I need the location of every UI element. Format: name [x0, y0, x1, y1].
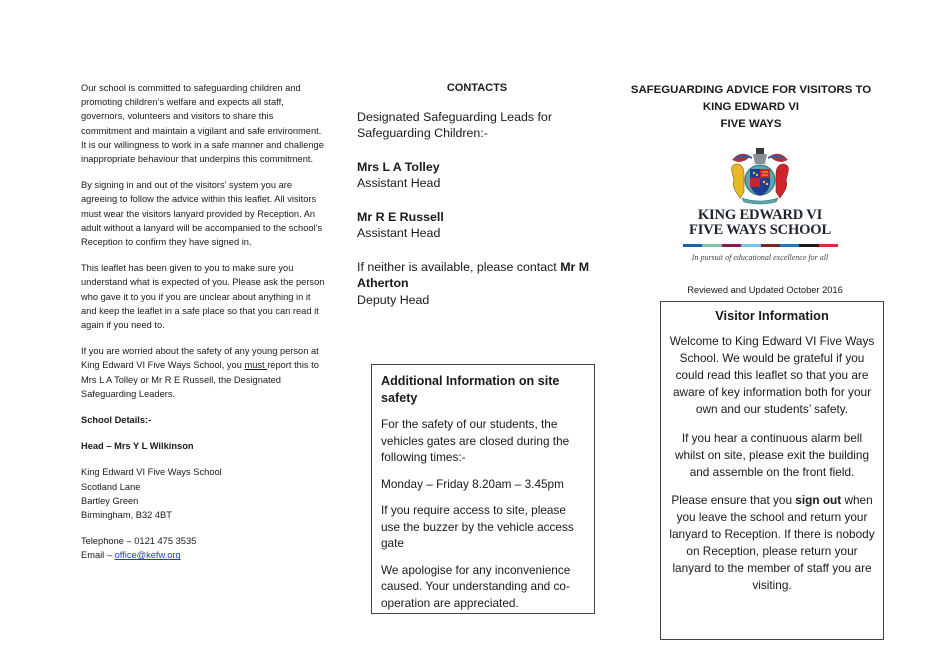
contact-role: Assistant Head — [357, 176, 441, 190]
alarm-paragraph: If you hear a continuous alarm bell whilst on site, please exit the building and assemble on the front field. — [674, 430, 870, 479]
contact-entry — [357, 159, 597, 192]
sign-out-paragraph — [669, 492, 875, 595]
telephone: Telephone – 0121 475 3535 — [81, 536, 197, 547]
contact-role: Assistant Head — [357, 226, 441, 240]
site-safety-paragraph: We apologise for any inconvenience caused. Your understanding and co-operation are appreciated. — [381, 562, 571, 610]
color-stripe-segment — [702, 244, 721, 247]
school-name-line: FIVE WAYS SCHOOL — [689, 222, 831, 238]
sign-out-text-end: when you leave the school and return your lanyard to Reception. If there is nobody on Reception, please return your lanyard to the member of staff you are visiting. — [669, 492, 875, 593]
email-line — [81, 548, 326, 562]
site-safety-paragraph: For the safety of our students, the vehicles gates are closed during the following times:- — [381, 417, 570, 464]
leaflet-title — [625, 82, 877, 132]
address-line: Scotland Lane — [81, 481, 141, 492]
head-teacher: Head – Mrs Y L Wilkinson — [81, 441, 194, 452]
color-stripe-segment — [780, 244, 799, 247]
school-crest-icon — [726, 146, 794, 206]
address-line: Bartley Green — [81, 495, 139, 506]
visitor-information-box — [660, 301, 884, 640]
color-stripe-segment — [761, 244, 780, 247]
contacts-intro: Designated Safeguarding Leads for Safeguarding Children:- — [357, 109, 552, 140]
title-line: FIVE WAYS — [720, 117, 782, 130]
school-motto: In pursuit of educational excellence for all — [691, 253, 829, 262]
sign-out-emphasis: sign out — [795, 492, 842, 507]
school-name-line: KING EDWARD VI — [697, 207, 823, 223]
email-label: Email – — [81, 550, 115, 561]
signing-paragraph: By signing in and out of the visitors’ system you are agreeing to follow the advice within this leaflet. All visitors must wear the visitors lanyard provided by Reception. An adult without a lanyard will be accompanied to the school’s Reception to confirm they have signed in. — [81, 180, 323, 248]
left-panel — [81, 81, 326, 563]
fallback-role: Deputy Head — [357, 292, 430, 307]
review-date: Reviewed and Updated October 2016 — [687, 285, 843, 295]
address-line: King Edward VI Five Ways School — [81, 467, 222, 478]
site-safety-title: Additional Information on site safety — [381, 374, 560, 405]
leaflet-paragraph: This leaflet has been given to you to make sure you understand what is expected of you. Please ask the person who gave it to you if you are unclear about anything in it and keep the leaflet in a safe place so that you can read it again if you need to. — [81, 263, 325, 331]
contact-entry — [357, 209, 597, 242]
contact-name: Mr R E Russell — [357, 209, 444, 224]
address-line: Birmingham, B32 4BT — [81, 510, 172, 521]
color-stripe-segment — [741, 244, 760, 247]
color-stripe-bar — [683, 244, 838, 247]
school-name-logo — [672, 208, 848, 238]
color-stripe-segment — [722, 244, 741, 247]
school-details-heading: School Details:- — [81, 415, 152, 426]
fallback-contact — [357, 259, 597, 309]
fallback-text: If neither is available, please contact — [357, 259, 561, 274]
color-stripe-segment — [799, 244, 818, 247]
intro-paragraph: Our school is committed to safeguarding children and promoting children’s welfare and expects all staff, governors, volunteers and visitors to share this commitment and maintain a vigilant and safe environment. It is our willingness to work in a safe manner and challenge inappropriate behaviour that underpins this commitment. — [81, 83, 324, 165]
email-link[interactable]: office@kefw.org — [114, 550, 181, 561]
contacts-heading: CONTACTS — [446, 82, 508, 94]
site-safety-paragraph: If you require access to site, please use the buzzer by the vehicle access gate — [381, 503, 574, 550]
site-safety-box — [371, 364, 595, 614]
contacts-panel — [357, 80, 597, 308]
fallback-name: Mr M Atherton — [357, 259, 590, 290]
title-line: KING EDWARD VI — [702, 100, 800, 113]
contact-name: Mrs L A Tolley — [357, 159, 440, 174]
gate-closure-times: Monday – Friday 8.20am – 3.45pm — [381, 476, 564, 491]
worried-text-start: If you are worried about the safety of any young person at King Edward VI Five Ways School, you — [81, 346, 319, 371]
visitor-information-title: Visitor Information — [715, 308, 829, 323]
welcome-paragraph: Welcome to King Edward VI Five Ways School. We would be grateful if you could read this leaflet so that you are aware of key information both for your own and our students’ safety. — [669, 334, 875, 417]
sign-out-text-start: Please ensure that you — [671, 492, 796, 507]
worried-text-end: report this to Mrs L A Tolley or Mr R E Russell, the Designated Safeguarding Leaders. — [81, 360, 319, 399]
title-line: SAFEGUARDING ADVICE FOR VISITORS TO — [630, 84, 872, 96]
school-address — [81, 465, 326, 522]
color-stripe-segment — [683, 244, 702, 247]
worried-paragraph — [81, 344, 326, 401]
must-emphasis: must — [244, 360, 268, 371]
color-stripe-segment — [819, 244, 838, 247]
